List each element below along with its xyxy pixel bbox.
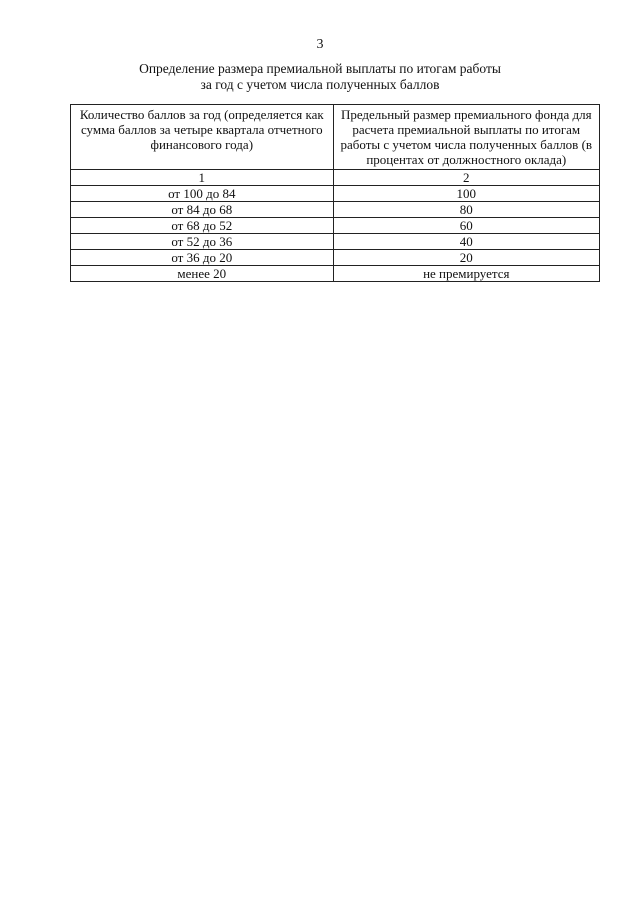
table-cell-points: от 68 до 52 <box>71 218 334 234</box>
table-cell-points: от 84 до 68 <box>71 202 334 218</box>
header-points-per-year: Количество баллов за год (определяется как сумма баллов за четыре квартала отчетного финансового года) <box>71 105 334 170</box>
table-cell-percent: 100 <box>333 186 599 202</box>
table-header-row <box>71 105 600 170</box>
table-cell-percent: 60 <box>333 218 599 234</box>
table-cell-points: от 52 до 36 <box>71 234 334 250</box>
bonus-table <box>70 104 600 282</box>
table-row <box>71 218 600 234</box>
document-title-line-2: за год с учетом числа полученных баллов <box>200 77 440 92</box>
page-number: 3 <box>316 37 324 52</box>
table-cell-points: менее 20 <box>71 266 334 282</box>
column-number-2: 2 <box>333 170 599 186</box>
document-title <box>0 61 640 93</box>
table-cell-points: от 100 до 84 <box>71 186 334 202</box>
table-row <box>71 202 600 218</box>
table-cell-percent: 20 <box>333 250 599 266</box>
table-row <box>71 266 600 282</box>
table-cell-points: от 36 до 20 <box>71 250 334 266</box>
document-title-line-1: Определение размера премиальной выплаты по итогам работы <box>139 61 501 76</box>
column-number-1: 1 <box>71 170 334 186</box>
table-cell-percent: 80 <box>333 202 599 218</box>
table-column-numbers-row <box>71 170 600 186</box>
table-row <box>71 186 600 202</box>
header-bonus-fund-limit: Предельный размер премиального фонда для расчета премиальной выплаты по итогам работы с учетом числа полученных баллов (в процентах от должностного оклада) <box>333 105 599 170</box>
table-row <box>71 234 600 250</box>
table-row <box>71 250 600 266</box>
table-cell-percent: 40 <box>333 234 599 250</box>
table-cell-percent: не премируется <box>333 266 599 282</box>
